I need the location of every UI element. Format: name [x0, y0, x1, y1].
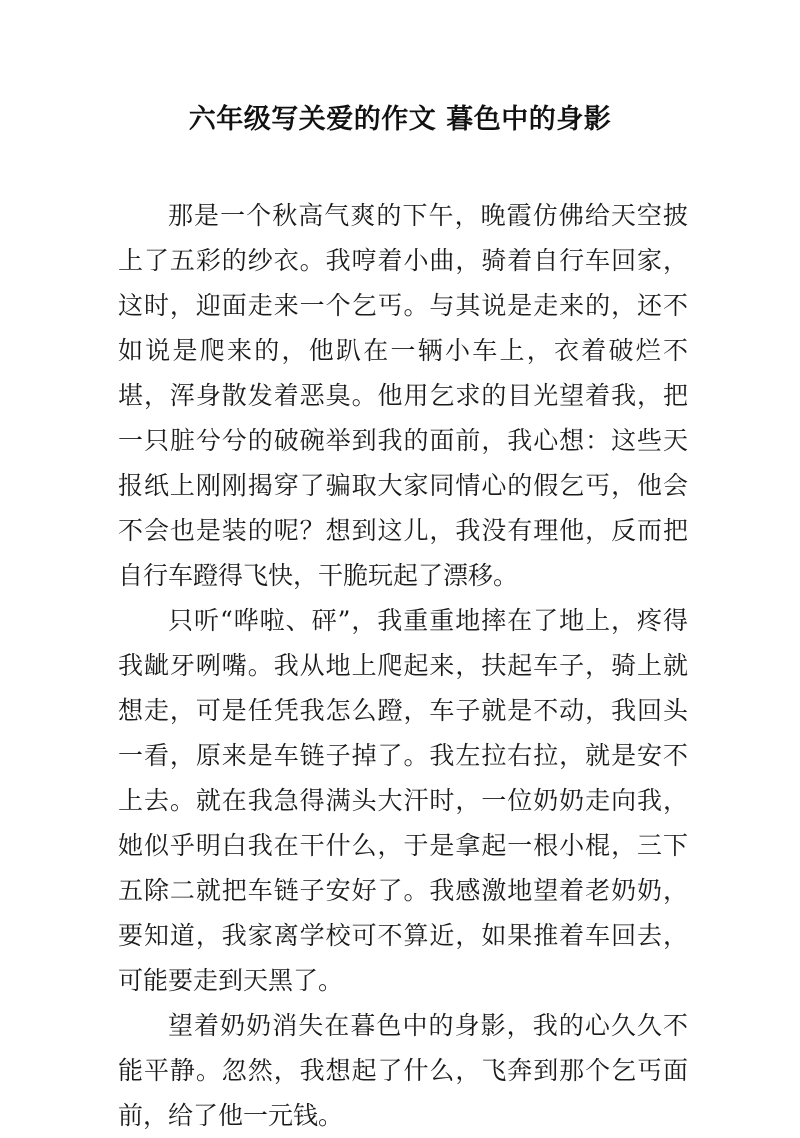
paragraph: 那是一个秋高气爽的下午，晚霞仿佛给天空披上了五彩的纱衣。我哼着小曲，骑着自行车回家，这时，迎面走来一个乞丐。与其说是走来的，还不如说是爬来的，他趴在一辆小车上，衣着破烂不堪，浑身散发着恶臭。他用乞求的目光望着我，把一只脏兮兮的破碗举到我的面前，我心想：这些天报纸上刚刚揭穿了骗取大家同情心的假乞丐，他会不会也是装的呢？想到这儿，我没有理他，反而把自行车蹬得飞快，干脆玩起了漂移。 [118, 201, 688, 590]
document-body [118, 193, 688, 1138]
paragraph: 只听“哗啦、砰”，我重重地摔在了地上，疼得我龇牙咧嘴。我从地上爬起来，扶起车子，骑上就想走，可是任凭我怎么蹬，车子就是不动，我回头一看，原来是车链子掉了。我左拉右拉，就是安不上去。就在我急得满头大汗时，一位奶奶走向我，她似乎明白我在干什么，于是拿起一根小棍，三下五除二就把车链子安好了。我感激地望着老奶奶，要知道，我家离学校可不算近，如果推着车回去，可能要走到天黑了。 [118, 606, 688, 995]
document-title: 六年级写关爱的作文 暮色中的身影 [188, 104, 612, 135]
paragraph: 望着奶奶消失在暮色中的身影，我的心久久不能平静。忽然，我想起了什么，飞奔到那个乞丐面前，给了他一元钱。 [118, 1011, 688, 1130]
